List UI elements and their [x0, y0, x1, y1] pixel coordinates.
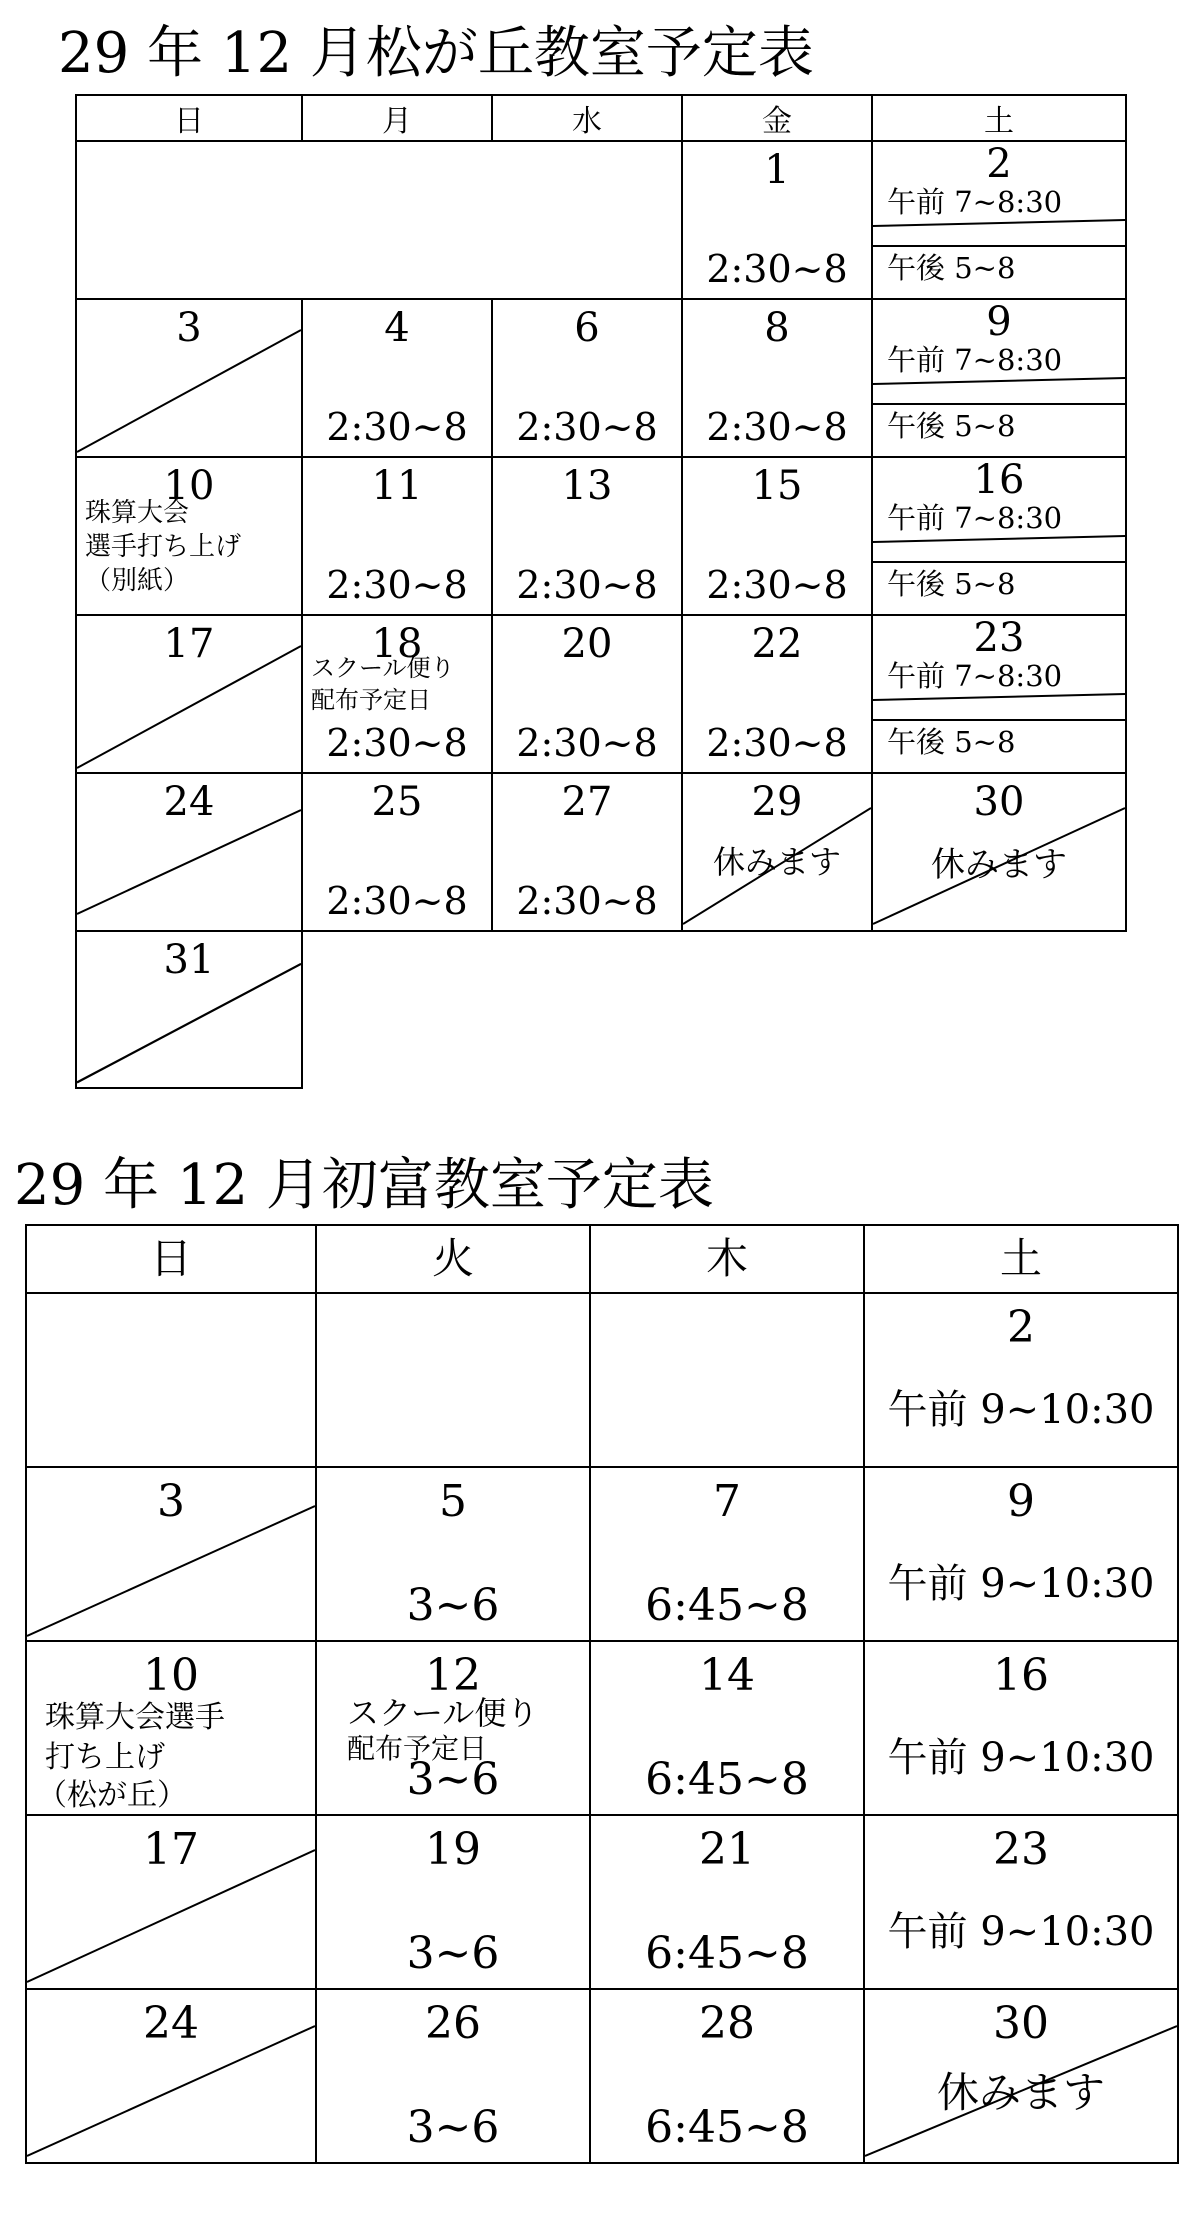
schedule2-week-row — [26, 1989, 1178, 2163]
day-number: 25 — [371, 779, 423, 825]
day-cell — [492, 615, 682, 773]
day-number: 7 — [713, 1476, 741, 1527]
day-number: 21 — [699, 1824, 755, 1875]
day-number: 15 — [751, 463, 803, 509]
day-cell — [302, 457, 492, 615]
day-number: 29 — [751, 779, 803, 825]
class-time: 2:30~8 — [326, 405, 468, 449]
class-time: 午前 9~10:30 — [887, 1387, 1155, 1433]
day-number: 6 — [574, 305, 600, 351]
saturday-cell — [864, 1293, 1178, 1467]
blank-cell — [316, 1293, 590, 1467]
day-cell-closed — [76, 615, 302, 773]
class-time: 6:45~8 — [645, 2102, 809, 2153]
class-time: 6:45~8 — [645, 1754, 809, 1805]
event-note-line3: （松が丘） — [37, 1778, 187, 1813]
class-time: 2:30~8 — [516, 721, 658, 765]
day-number: 5 — [439, 1476, 467, 1527]
day-cell — [316, 1989, 590, 2163]
day-cell — [492, 457, 682, 615]
day-number: 12 — [425, 1650, 481, 1701]
day-cell — [492, 773, 682, 931]
class-time: 2:30~8 — [326, 563, 468, 607]
event-note-line3: （別紙） — [85, 566, 190, 596]
day-cell-closed — [76, 931, 302, 1088]
schedule2-header-row — [26, 1225, 1178, 1293]
saturday-cell — [872, 615, 1126, 773]
header-sat: 土 — [864, 1225, 1178, 1293]
class-time: 2:30~8 — [516, 879, 658, 923]
event-note-line2: 打ち上げ — [45, 1740, 165, 1775]
day-cell — [590, 1641, 864, 1815]
header-sun: 日 — [76, 95, 302, 141]
morning-session: 午前 7~8:30 — [887, 343, 1063, 377]
header-mon: 月 — [302, 95, 492, 141]
schedule2-week-row — [26, 1815, 1178, 1989]
day-cell — [316, 1641, 590, 1815]
day-number: 24 — [143, 1998, 199, 2049]
event-note-line2: 配布予定日 — [311, 686, 431, 714]
day-cell-closed — [76, 299, 302, 457]
day-number: 3 — [157, 1476, 185, 1527]
class-time: 2:30~8 — [326, 721, 468, 765]
class-time: 3~6 — [406, 1928, 500, 1979]
blank-cell — [590, 1293, 864, 1467]
header-thu: 木 — [590, 1225, 864, 1293]
day-number: 23 — [993, 1824, 1049, 1875]
schedule1-week-row — [76, 457, 1126, 615]
day-number: 9 — [1007, 1476, 1035, 1527]
day-cell-closed — [26, 1815, 316, 1989]
day-cell — [302, 615, 492, 773]
blank-cell — [76, 141, 682, 299]
event-note-line2: 配布予定日 — [347, 1732, 488, 1765]
day-number: 31 — [163, 937, 215, 983]
day-number: 16 — [993, 1650, 1049, 1701]
day-cell-closed — [26, 1467, 316, 1641]
day-cell — [302, 773, 492, 931]
blank-area — [302, 931, 1126, 1088]
day-number: 16 — [973, 457, 1025, 503]
day-number: 20 — [561, 621, 613, 667]
day-cell-closed — [872, 773, 1126, 931]
day-number: 1 — [764, 147, 790, 193]
schedule1-week-row — [76, 773, 1126, 931]
header-sun: 日 — [26, 1225, 316, 1293]
day-number: 3 — [176, 305, 202, 351]
event-note-line2: 選手打ち上げ — [85, 532, 242, 562]
morning-session: 午前 7~8:30 — [887, 501, 1063, 535]
class-time: 2:30~8 — [706, 563, 848, 607]
schedule1-week-row — [76, 299, 1126, 457]
afternoon-session: 午後 5~8 — [887, 409, 1016, 443]
header-wed: 水 — [492, 95, 682, 141]
day-cell — [590, 1467, 864, 1641]
afternoon-session: 午後 5~8 — [887, 725, 1016, 759]
class-time: 2:30~8 — [516, 405, 658, 449]
schedule2-week-row — [26, 1293, 1178, 1467]
blank-cell — [26, 1293, 316, 1467]
day-cell — [590, 1815, 864, 1989]
day-number: 4 — [384, 305, 410, 351]
day-cell — [302, 299, 492, 457]
schedule1-table — [75, 94, 1127, 1089]
day-cell-closed — [864, 1989, 1178, 2163]
saturday-cell — [872, 457, 1126, 615]
closed-label: 休みます — [712, 843, 841, 881]
day-number: 2 — [1007, 1302, 1035, 1353]
class-time: 2:30~8 — [516, 563, 658, 607]
day-number: 8 — [764, 305, 790, 351]
closed-label: 休みます — [936, 2068, 1105, 2117]
day-number: 10 — [143, 1650, 199, 1701]
schedule2-week-row — [26, 1641, 1178, 1815]
day-number: 14 — [699, 1650, 755, 1701]
day-number: 18 — [371, 621, 423, 667]
afternoon-session: 午後 5~8 — [887, 251, 1016, 285]
schedule1-title: 29 年 12 月松が丘教室予定表 — [58, 21, 814, 86]
class-time: 2:30~8 — [706, 247, 848, 291]
schedule2-table — [25, 1224, 1179, 2164]
day-number: 22 — [751, 621, 803, 667]
class-time: 午前 9~10:30 — [887, 1735, 1155, 1781]
morning-session: 午前 7~8:30 — [887, 659, 1063, 693]
day-cell — [590, 1989, 864, 2163]
class-time: 午前 9~10:30 — [887, 1561, 1155, 1607]
afternoon-session: 午後 5~8 — [887, 567, 1016, 601]
morning-session: 午前 7~8:30 — [887, 185, 1063, 219]
day-number: 19 — [425, 1824, 481, 1875]
header-tue: 火 — [316, 1225, 590, 1293]
day-number: 24 — [163, 779, 215, 825]
event-note-line1: スクール便り — [311, 654, 455, 682]
class-time: 3~6 — [406, 1580, 500, 1631]
class-time: 2:30~8 — [706, 405, 848, 449]
schedule1-header-row — [76, 95, 1126, 141]
closed-label: 休みます — [931, 845, 1067, 885]
day-number: 9 — [986, 299, 1012, 345]
class-time: 2:30~8 — [706, 721, 848, 765]
day-cell — [316, 1467, 590, 1641]
schedule1-week-row — [76, 141, 1126, 299]
day-number: 26 — [425, 1998, 481, 2049]
day-number: 10 — [163, 463, 215, 509]
day-cell — [492, 299, 682, 457]
day-cell-closed — [76, 773, 302, 931]
schedule1-week-row — [76, 615, 1126, 773]
day-cell — [316, 1815, 590, 1989]
day-number: 28 — [699, 1998, 755, 2049]
day-number: 30 — [993, 1998, 1049, 2049]
class-time: 3~6 — [406, 2102, 500, 2153]
class-time: 2:30~8 — [326, 879, 468, 923]
header-sat: 土 — [872, 95, 1126, 141]
class-time: 6:45~8 — [645, 1580, 809, 1631]
day-cell — [682, 299, 872, 457]
day-number: 17 — [163, 621, 215, 667]
day-cell — [26, 1641, 316, 1815]
day-cell — [682, 141, 872, 299]
day-cell — [682, 457, 872, 615]
day-number: 11 — [371, 463, 423, 509]
header-fri: 金 — [682, 95, 872, 141]
day-number: 23 — [973, 615, 1025, 661]
day-number: 30 — [973, 779, 1025, 825]
day-cell-closed — [26, 1989, 316, 2163]
saturday-cell — [864, 1815, 1178, 1989]
saturday-cell — [864, 1467, 1178, 1641]
day-number: 27 — [561, 779, 613, 825]
saturday-cell — [872, 299, 1126, 457]
saturday-cell — [872, 141, 1126, 299]
event-note-line1: 珠算大会選手 — [45, 1700, 225, 1735]
saturday-cell — [864, 1641, 1178, 1815]
day-number: 13 — [561, 463, 613, 509]
class-time: 午前 9~10:30 — [887, 1909, 1155, 1955]
day-cell — [76, 457, 302, 615]
day-number: 17 — [143, 1824, 199, 1875]
schedule2-week-row — [26, 1467, 1178, 1641]
event-note-line1: 珠算大会 — [85, 498, 190, 528]
schedule2-title: 29 年 12 月初富教室予定表 — [14, 1153, 714, 1218]
day-number: 2 — [986, 141, 1012, 187]
day-cell — [682, 615, 872, 773]
class-time: 3~6 — [406, 1754, 500, 1805]
schedule1-week-row — [76, 931, 1126, 1088]
day-cell-closed — [682, 773, 872, 931]
event-note-line1: スクール便り — [347, 1694, 539, 1732]
class-time: 6:45~8 — [645, 1928, 809, 1979]
